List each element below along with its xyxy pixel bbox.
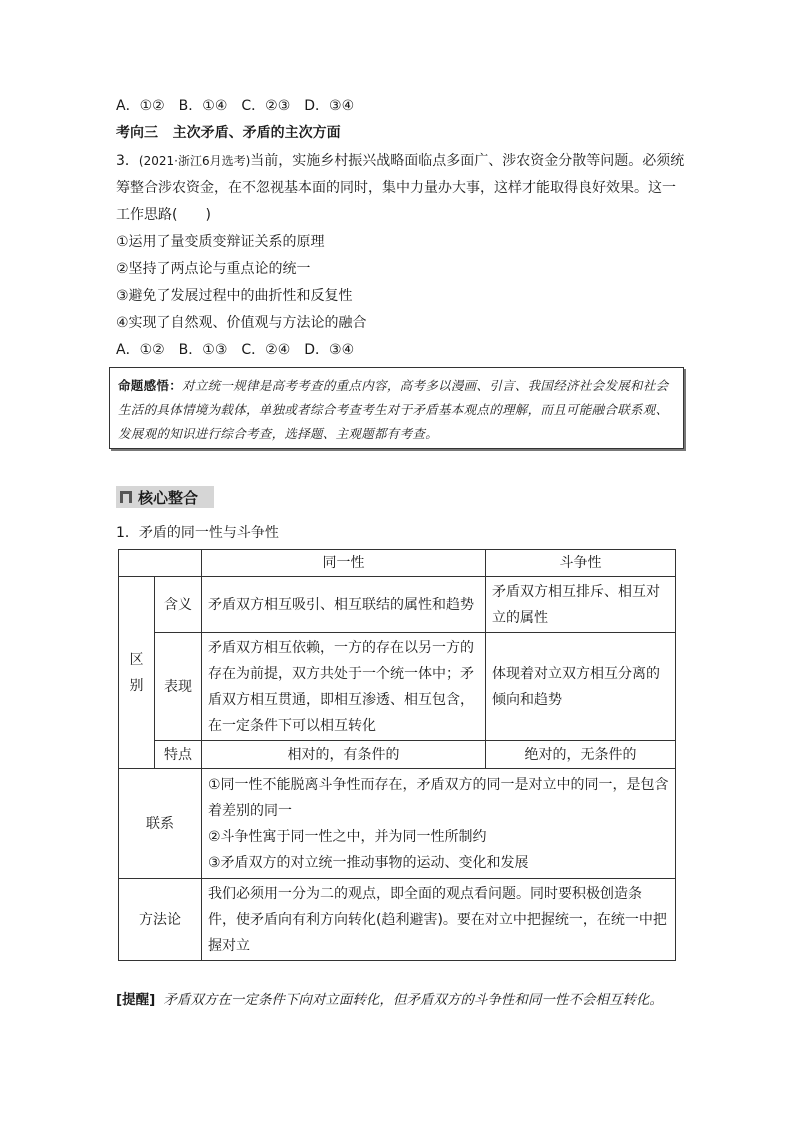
table-row-methodology bbox=[119, 879, 676, 961]
row-label-feature: 特点 bbox=[155, 741, 202, 769]
contradiction-table bbox=[118, 549, 676, 961]
q2-options: A．①② B．①④ C．②③ D．③④ bbox=[116, 98, 355, 114]
reminder-label: [提醒] bbox=[116, 992, 156, 1008]
insight-label: 命题感悟： bbox=[118, 378, 183, 393]
cell-identity-meaning: 矛盾双方相互吸引、相互联结的属性和趋势 bbox=[202, 577, 486, 633]
section-title: 主次矛盾、矛盾的主次方面 bbox=[172, 125, 341, 141]
header-blank bbox=[119, 550, 202, 577]
connection-item-2: ②斗争性寓于同一性之中，并为同一性所制约 bbox=[208, 828, 487, 845]
q3-stem: 当前，实施乡村振兴战略面临点多面广、涉农资金分散等问题。必须统筹整合涉农资金，在不忽视基本面的同时，集中力量办大事，这样才能取得良好效果。这一工作思路( ) bbox=[116, 153, 685, 223]
q3-item-1: ①运用了量变质变辩证关系的原理 bbox=[116, 234, 325, 250]
question-3 bbox=[116, 148, 686, 229]
group-distinction: 区别 bbox=[119, 577, 155, 769]
section-heading-3 bbox=[116, 124, 341, 142]
row-label-connection: 联系 bbox=[119, 769, 202, 879]
reminder bbox=[116, 988, 663, 1008]
table-row-feature bbox=[119, 741, 676, 769]
table-row-connection bbox=[119, 769, 676, 879]
insight-text: 对立统一规律是高考考查的重点内容，高考多以漫画、引言、我国经济社会发展和社会生活的具体情境为载体，单独或者综合考查考生对于矛盾基本观点的理解，而且可能融合联系观、发展观的知识进行综合考查，选择题、主观题都有考查。 bbox=[118, 378, 669, 441]
table-header-row bbox=[119, 550, 676, 577]
q3-item-2: ②坚持了两点论与重点论的统一 bbox=[116, 261, 311, 277]
table-row-manifestation bbox=[119, 633, 676, 741]
cell-methodology: 我们必须用一分为二的观点，即全面的观点看问题。同时要积极创造条件，使矛盾向有利方向转化(趋利避害)。要在对立中把握统一，在统一中把握对立 bbox=[202, 879, 676, 961]
cell-identity-feature: 相对的，有条件的 bbox=[202, 741, 486, 769]
table-row-meaning bbox=[119, 577, 676, 633]
row-label-meaning: 含义 bbox=[155, 577, 202, 633]
connection-item-3: ③矛盾双方的对立统一推动事物的运动、变化和发展 bbox=[208, 854, 529, 871]
connection-item-1: ①同一性不能脱离斗争性而存在，矛盾双方的同一是对立中的同一，是包含着差别的同一 bbox=[208, 776, 669, 819]
reminder-text: 矛盾双方在一定条件下向对立面转化，但矛盾双方的斗争性和同一性不会相互转化。 bbox=[163, 992, 663, 1008]
cell-connection bbox=[202, 769, 676, 879]
cell-identity-manifestation: 矛盾双方相互依赖，一方的存在以另一方的存在为前提，双方共处于一个统一体中；矛盾双方相互贯通，即相互渗透、相互包含，在一定条件下可以相互转化 bbox=[202, 633, 486, 741]
core-heading bbox=[116, 486, 214, 508]
header-identity: 同一性 bbox=[202, 550, 486, 577]
q3-item-4: ④实现了自然观、价值观与方法论的融合 bbox=[116, 315, 367, 331]
cell-struggle-manifestation: 体现着对立双方相互分离的倾向和趋势 bbox=[486, 633, 676, 741]
row-label-methodology: 方法论 bbox=[119, 879, 202, 961]
header-struggle: 斗争性 bbox=[486, 550, 676, 577]
core-heading-text: 核心整合 bbox=[138, 488, 199, 507]
insight-box bbox=[109, 367, 684, 449]
section-marker-icon bbox=[120, 491, 132, 503]
section-label: 考向三 bbox=[116, 125, 158, 141]
cell-struggle-meaning: 矛盾双方相互排斥、相互对立的属性 bbox=[486, 577, 676, 633]
q3-options: A．①② B．①③ C．②④ D．③④ bbox=[116, 342, 355, 358]
q3-source: (2021·浙江6月选考) bbox=[138, 154, 251, 168]
q3-item-3: ③避免了发展过程中的曲折性和反复性 bbox=[116, 288, 353, 304]
row-label-manifestation: 表现 bbox=[155, 633, 202, 741]
subheading: 1．矛盾的同一性与斗争性 bbox=[116, 525, 279, 541]
q3-number: 3． bbox=[116, 153, 139, 169]
cell-struggle-feature: 绝对的，无条件的 bbox=[486, 741, 676, 769]
